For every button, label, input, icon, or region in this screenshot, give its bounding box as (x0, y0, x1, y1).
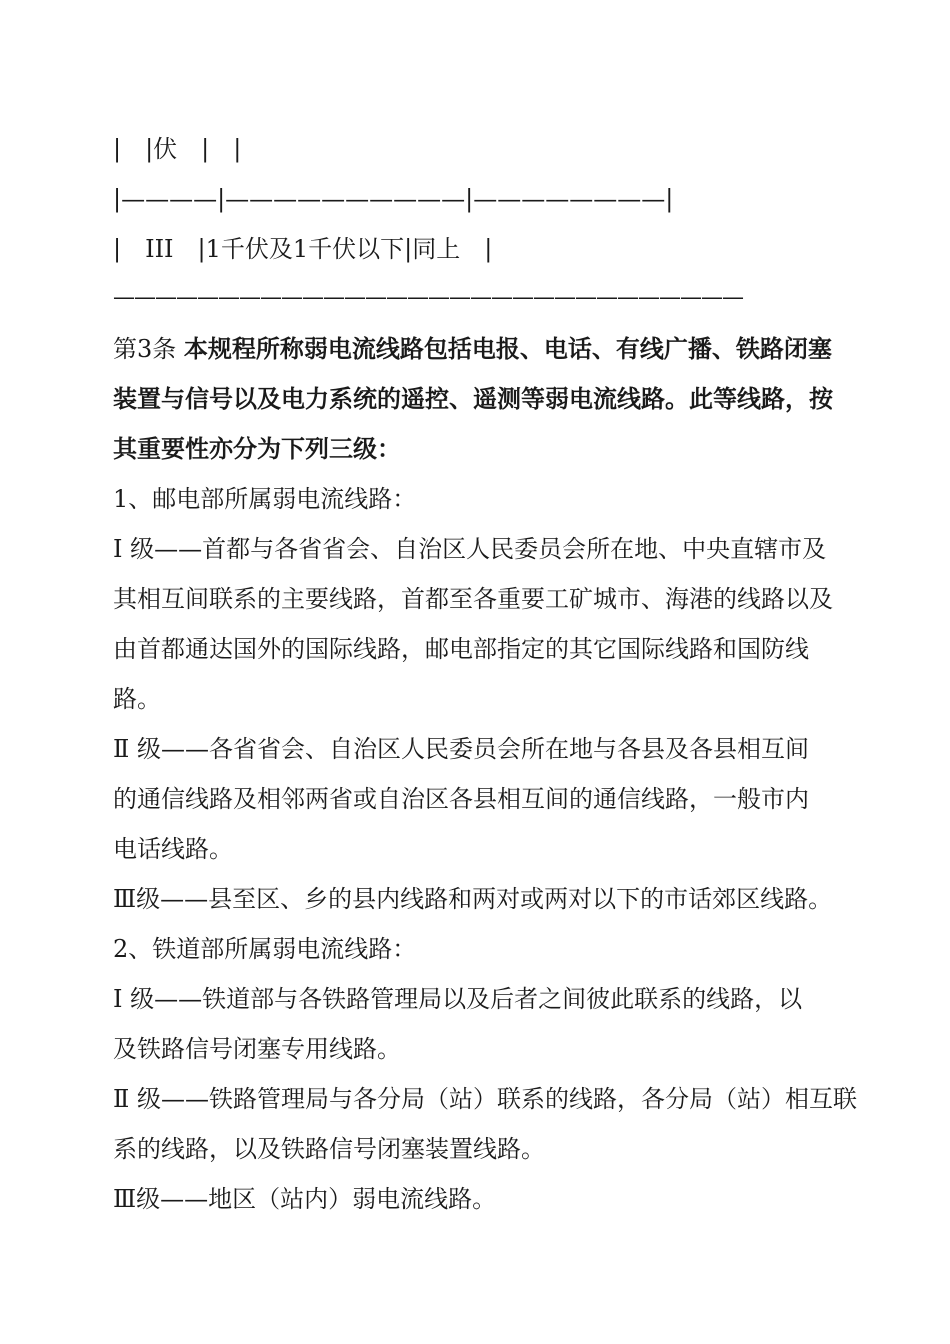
section-1-grade-3-line-1: Ⅲ级——县至区、乡的县内线路和两对或两对以下的市话郊区线路。 (113, 885, 833, 913)
section-2-grade-2-line-1: Ⅱ 级——铁路管理局与各分局（站）联系的线路，各分局（站）相互联 (113, 1085, 857, 1113)
section-1-grade-1-line-1: Ⅰ 级——首都与各省省会、自治区人民委员会所在地、中央直辖市及 (113, 535, 827, 563)
section-1-grade-1-line-4: 路。 (113, 685, 161, 713)
section-1-grade-2-line-2: 的通信线路及相邻两省或自治区各县相互间的通信线路，一般市内 (113, 785, 809, 813)
section-1-grade-2-line-1: Ⅱ 级——各省省会、自治区人民委员会所在地与各县及各县相互间 (113, 735, 809, 763)
article-3-line-1 (113, 334, 873, 364)
section-2-grade-2-line-2: 系的线路，以及铁路信号闭塞装置线路。 (113, 1135, 545, 1163)
table-row-2: | III |1千伏及1千伏以下|同上 | (113, 235, 493, 263)
article-3-line-3: 其重要性亦分为下列三级： (113, 434, 401, 463)
section-2-heading: 2、铁道部所属弱电流线路： (113, 935, 417, 963)
table-bottom-rule: —————————————————————————————— (113, 285, 743, 310)
article-text: 本规程所称弱电流线路包括电报、电话、有线广播、铁路闭塞 (183, 334, 832, 363)
article-label: 第3条 (113, 335, 177, 363)
article-3-line-2: 装置与信号以及电力系统的遥控、遥测等弱电流线路。此等线路，按 (113, 384, 833, 413)
section-1-grade-1-line-3: 由首都通达国外的国际线路，邮电部指定的其它国际线路和国防线 (113, 635, 809, 663)
section-2-grade-1-line-2: 及铁路信号闭塞专用线路。 (113, 1035, 401, 1063)
section-2-grade-1-line-1: Ⅰ 级——铁道部与各铁路管理局以及后者之间彼此联系的线路，以 (113, 985, 803, 1013)
section-1-grade-1-line-2: 其相互间联系的主要线路，首都至各重要工矿城市、海港的线路以及 (113, 585, 833, 613)
section-1-grade-2-line-3: 电话线路。 (113, 835, 233, 863)
table-divider: |————|——————————|————————| (113, 185, 674, 213)
section-2-grade-3-line-1: Ⅲ级——地区（站内）弱电流线路。 (113, 1185, 497, 1213)
table-row-1: | |伏 | | (113, 135, 242, 163)
section-1-heading: 1、邮电部所属弱电流线路： (113, 485, 417, 513)
